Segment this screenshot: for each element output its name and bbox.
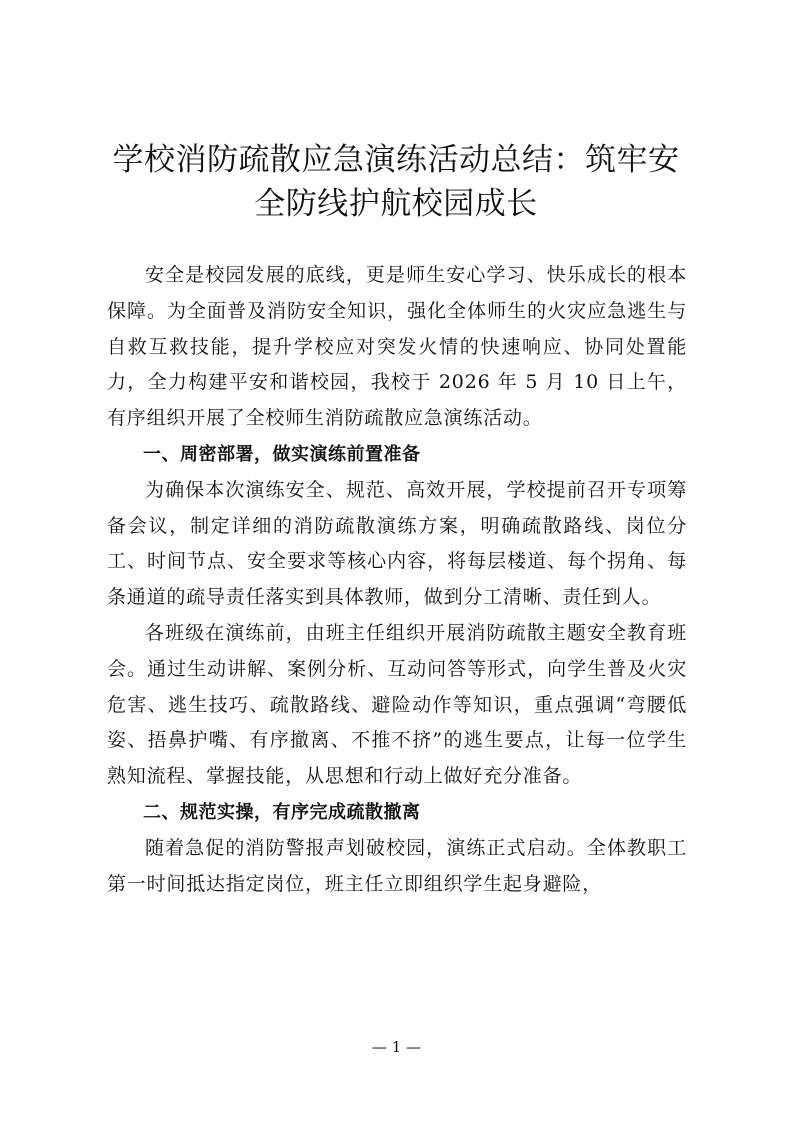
- intro-paragraph: 安全是校园发展的底线，更是师生安心学习、快乐成长的根本保障。为全面普及消防安全知识，强化全体师生的火灾应急逃生与自救互救技能，提升学校应对突发火情的快速响应、协同处置能力，全力构建平安和谐校园，我校于 2026 年 5 月 10 日上午，有序组织开展了全校师生消防疏散应急演练活动。: [107, 264, 687, 430]
- section-1-paragraph-2: 各班级在演练前，由班主任组织开展消防疏散主题安全教育班会。通过生动讲解、案例分析、互动问答等形式，向学生普及火灾危害、逃生技巧、疏散路线、避险动作等知识，重点强调“弯腰低姿、捂鼻护嘴、有序撤离、不推不挤”的逃生要点，让每一位学生熟知流程、掌握技能，从思想和行动上做好充分准备。: [107, 621, 687, 788]
- page-number: — 1 —: [371, 1038, 422, 1056]
- section-2-paragraph-1: 随着急促的消防警报声划破校园，演练正式启动。全体教职工第一时间抵达指定岗位，班主任立即组织学生起身避险，: [107, 836, 687, 895]
- section-1-paragraph-1: 为确保本次演练安全、规范、高效开展，学校提前召开专项筹备会议，制定详细的消防疏散演练方案，明确疏散路线、岗位分工、时间节点、安全要求等核心内容，将每层楼道、每个拐角、每条通道的疏导责任落实到具体教师，做到分工清晰、责任到人。: [107, 478, 687, 609]
- section-2-heading: 二、规范实操，有序完成疏散撤离: [143, 801, 421, 823]
- document-body: [107, 258, 687, 902]
- document-title: 学校消防疏散应急演练活动总结：筑牢安全防线护航校园成长: [112, 142, 680, 222]
- section-1-heading: 一、周密部署，做实演练前置准备: [143, 443, 421, 465]
